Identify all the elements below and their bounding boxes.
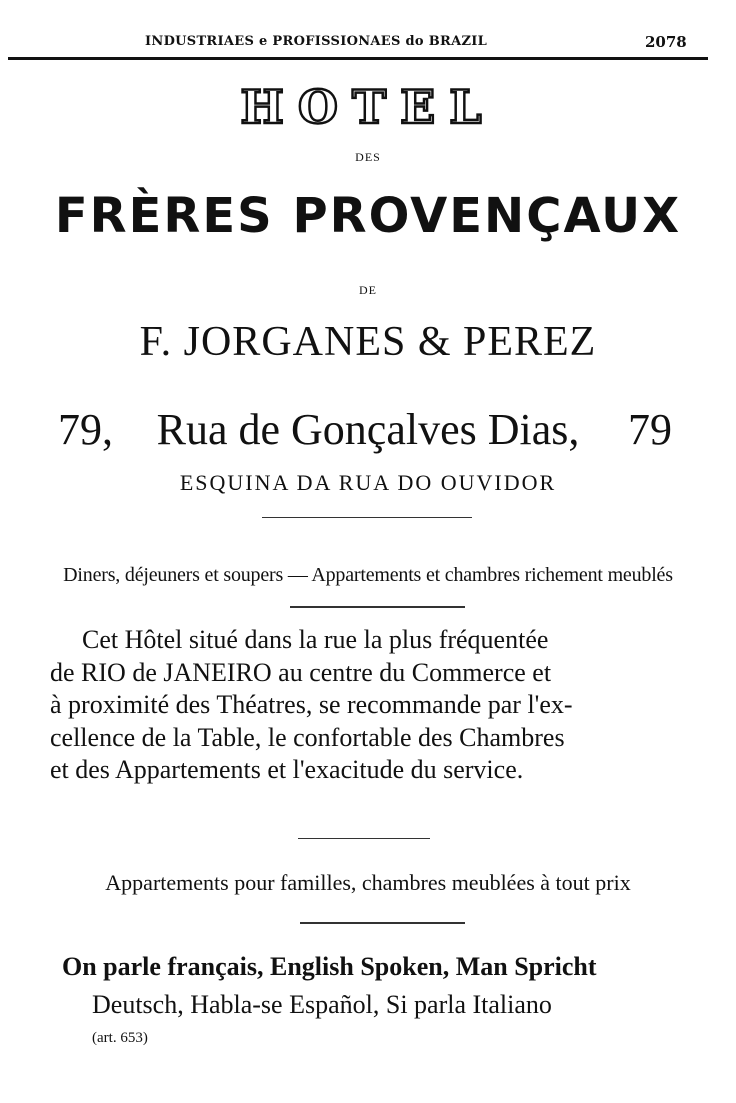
corner-note: ESQUINA DA RUA DO OUVIDOR (179, 470, 557, 495)
description-line: Cet Hôtel situé dans la rue la plus fréquentée (82, 625, 549, 654)
de-label: DE (359, 283, 377, 297)
hotel-name: FRÈRES PROVENÇAUX (54, 188, 682, 244)
divider (300, 922, 465, 924)
languages-line: Deutsch, Habla-se Español, Si parla Italiano (92, 990, 552, 1019)
divider (262, 517, 472, 518)
divider (298, 838, 430, 839)
description-line: cellence de la Table, le confortable des Chambres (50, 722, 565, 752)
address-number-left: 79, (58, 405, 113, 454)
description-line: à proximité des Théatres, se recommande par l'ex- (50, 690, 573, 719)
reference: (art. 653) (92, 1030, 148, 1046)
divider (290, 606, 465, 608)
address (0, 404, 736, 455)
description-line: et des Appartements et l'exacitude du service. (50, 755, 524, 784)
owners: F. JORGANES & PEREZ (139, 319, 597, 365)
header-rule (8, 57, 708, 60)
languages-line: On parle français, English Spoken, Man Spricht (62, 952, 597, 981)
running-header-title: INDUSTRIAES e PROFISSIONAES do BRAZIL (145, 34, 488, 49)
description (50, 624, 690, 787)
address-number-right: 79 (628, 405, 672, 454)
apartments-line: Appartements pour familles, chambres meublées à tout prix (105, 870, 631, 895)
description-line: de RIO de JANEIRO au centre du Commerce et (50, 657, 552, 687)
address-street: Rua de Gonçalves Dias, (156, 405, 580, 454)
hotel-heading: HOTEL (240, 80, 496, 134)
services-line: Diners, déjeuners et soupers — Appartements et chambres richement meublés (63, 564, 673, 586)
page-number: 2078 (645, 33, 687, 51)
des-label: DES (355, 150, 381, 164)
